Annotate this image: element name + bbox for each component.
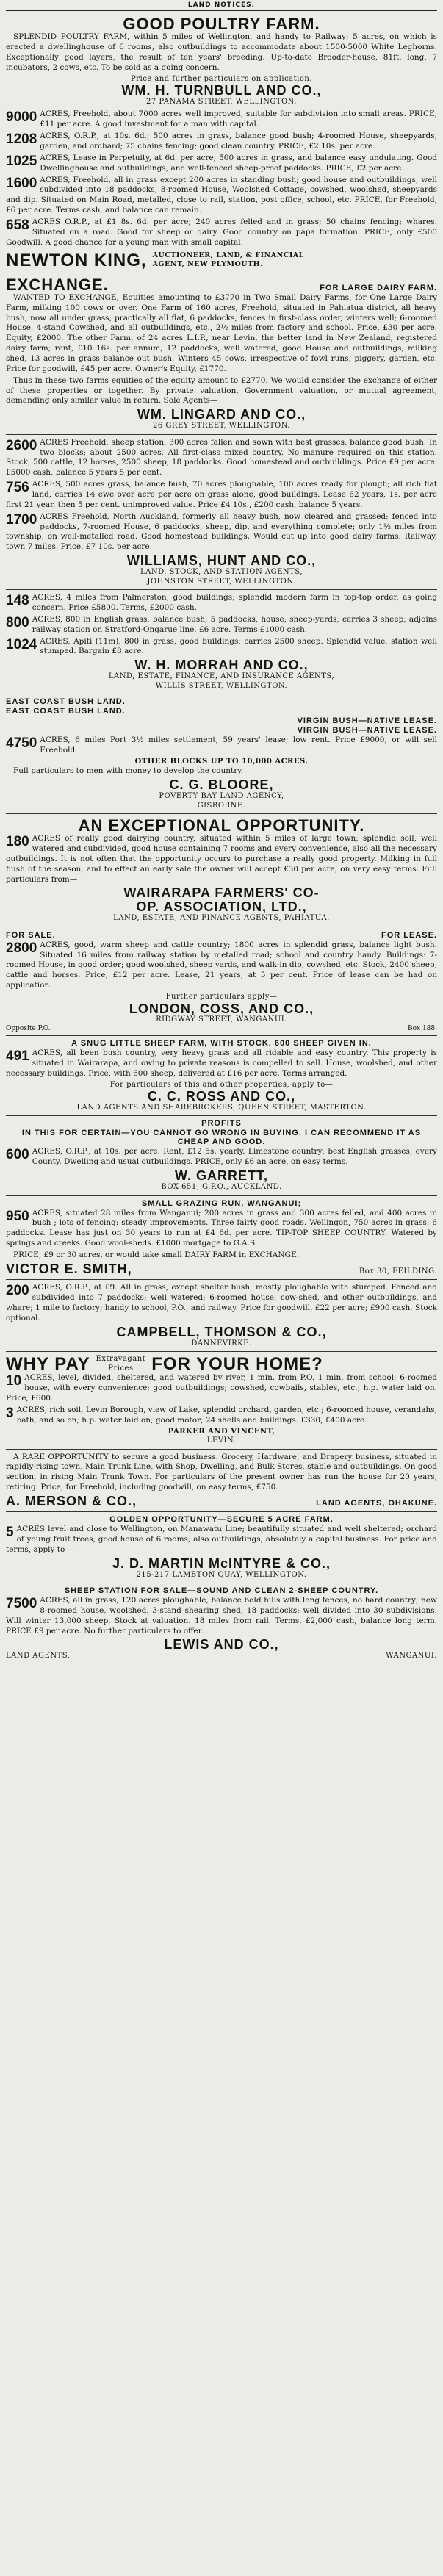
agent-address: GISBORNE. [197, 801, 246, 810]
agent-name: C. G. BLOORE, [169, 777, 274, 793]
divider [6, 1279, 437, 1280]
agent-address: WILLIS STREET, WELLINGTON. [155, 681, 288, 690]
agent-subtitle: LAND, ESTATE, AND FINANCE AGENTS, PAHIATUA. [113, 914, 330, 923]
listing-text: ACRES, O.R.P., at 10s. 6d.; 500 acres in grass, balance good bush; 4-roomed House, sheepyards, garden, and orchard; 75 chains fencing; good clean country. PRICE, £2 10s. per acre. [40, 132, 437, 151]
agent-name: NEWTON KING, [6, 250, 147, 270]
listing-text: ACRES, Apiti (11m), 800 in grass, good buildings; carries 2500 sheep. Splendid value, station well stumped. Bargain £8 acre. [40, 636, 437, 656]
divider [6, 1511, 437, 1512]
agent-name: LEWIS AND CO., [164, 1637, 279, 1652]
agent-name: A. MERSON & CO., [6, 1494, 137, 1509]
listing-text: ACRES, 6 miles Port 3½ miles settlement, 59 years' lease; low rent. Price £9000, or will sell Freehold. [40, 735, 437, 755]
ad-note: Further particulars apply— [165, 993, 278, 1001]
ad-heading: VIRGIN BUSH—NATIVE LEASE. [297, 726, 437, 735]
ad-morrah [6, 593, 437, 691]
listing-acres: 2600 [6, 437, 37, 453]
ad-title-middle [96, 1355, 146, 1373]
listing-acres: 7500 [6, 1596, 37, 1612]
agent-address: WANGANUI. [386, 1652, 437, 1661]
agent-name: VICTOR E. SMITH, [6, 1261, 132, 1276]
listing-text: ACRES, rich soil, Levin Borough, view of Lake, splendid orchard, garden, etc.; 6-roomed house, verandahs, bath, and so on; h.p. water laid on; good motor; 24 shells and buildings. £330, £400 acre. [16, 1405, 437, 1425]
listing-text: ACRES, 4 miles from Palmerston; good buildings; splendid modern farm in top-top order, as going concern. Price £5800. Terms, £2000 cash. [32, 593, 437, 612]
agent-name: WM. H. TURNBULL AND CO., [121, 83, 322, 98]
divider [6, 1351, 437, 1352]
ad-heading: VIRGIN BUSH—NATIVE LEASE. [297, 716, 437, 726]
listing-acres: 5 [6, 1525, 14, 1541]
ad-title: SMALL GRAZING RUN, WANGANUI; [141, 1198, 302, 1208]
ad-campbell-thomson [6, 1283, 437, 1348]
agent-row [6, 1262, 437, 1277]
ad-heading: EAST COAST BUSH LAND. [6, 697, 126, 707]
agent-address: 215-217 LAMBTON QUAY, WELLINGTON. [136, 1570, 307, 1579]
divider [6, 10, 437, 11]
listing-acres: 2800 [6, 940, 37, 956]
agent-box: Box 188. [407, 1024, 437, 1032]
listing [6, 1406, 437, 1426]
divider [6, 434, 437, 435]
listing [6, 1525, 437, 1555]
ad-note: Full particulars to men with money to develop the country. [13, 766, 244, 776]
listing-text: ACRES, level, divided, sheltered, and watered by river, 1 min. from P.O. 1 min. from school; 6-roomed house, with every convenience; good outbuildings; cowshed, cowbails, stables, etc.; h.p. water laid on. Price, £600. [6, 1373, 437, 1403]
listing-text: ACRES level and close to Wellington, on Manawatu Line; beautifully situated and well sheltered; orchard of young fruit trees; good house of 6 rooms; also outbuildings; absolutely a capital business. For price and terms, apply to— [6, 1525, 437, 1554]
agent-name: W. H. MORRAH AND CO., [134, 658, 309, 673]
listing [6, 480, 437, 511]
divider [6, 1195, 437, 1196]
ad-title-row [6, 1355, 437, 1373]
listing-text: ACRES, O.R.P., at £9. All in grass, except shelter bush; mostly ploughable with stumped. Fenced and subdivided into 7 paddocks; well watered; 6-roomed house, cow-shed, and other outbuildings, and whare; 1 mile to factory; handy to school, P.O., and railway. Price for goodwill, £22 per acre; £900 cash. Stock optional. [6, 1283, 437, 1323]
agent-address: JOHNSTON STREET, WELLINGTON. [147, 577, 296, 586]
divider [6, 813, 437, 814]
divider [6, 1035, 437, 1036]
agent-name: OP. ASSOCIATION, LTD., [136, 899, 307, 915]
ad-victor-smith [6, 1199, 437, 1277]
ad-title: AN EXCEPTIONAL OPPORTUNITY. [78, 816, 365, 835]
listing-acres: 9000 [6, 109, 37, 126]
agent-subtitle: LAND AGENTS AND SHAREBROKERS, QUEEN STREET, MASTERTON. [76, 1103, 367, 1112]
listing-acres: 600 [6, 1147, 29, 1163]
ad-newton-king [6, 251, 437, 270]
divider [6, 589, 437, 590]
ad-tag: FOR LEASE. [381, 930, 437, 940]
listing-text: ACRES, Freehold, about 7000 acres well improved, suitable for subdivision into small areas. PRICE, £11 per acre. A good investment for a man with capital. [40, 109, 437, 129]
agent-name: C. C. ROSS AND CO., [147, 1089, 296, 1104]
listing-acres: 950 [6, 1208, 29, 1224]
agent-name: J. D. MARTIN McINTYRE & CO., [112, 1555, 331, 1571]
listing [6, 1596, 437, 1636]
listing [6, 1147, 437, 1168]
ad-subheading: OTHER BLOCKS UP TO 10,000 ACRES. [134, 757, 309, 766]
agent-location: Opposite P.O. [6, 1024, 51, 1032]
ad-title: GOLDEN OPPORTUNITY—SECURE 5 ACRE FARM. [109, 1515, 334, 1525]
listing-text: ACRES Freehold, sheep station, 300 acres fallen and sown with best grasses, balance good bush. In two blocks; about 2500 acres. All first-class mixed country. No manure required on this station. Stock, 500 cattle, 12 horses, 2500 sheep, 18 paddocks. Good homestead and outbuildings. Price £9 per acre. £5000 cash, balance 5 years 5 per cent. [6, 437, 437, 478]
ad-note: For particulars of this and other properties, apply to— [109, 1080, 334, 1089]
listing [6, 438, 437, 478]
listing [6, 217, 437, 248]
agent-subtitle: LAND, ESTATE, FINANCE, AND INSURANCE AGENTS, [108, 672, 335, 681]
listing-acres: 1700 [6, 511, 37, 528]
ad-body: WANTED TO EXCHANGE, Equities amounting to £3770 in Two Small Dairy Farms, for One Large Dairy Farm, milking 100 cows or over. One Farm of 160 acres, Freehold, situated in Pahiatua district, all heavy bush, now all under grass, practically all flat, 6 paddocks, fences in first-class order, winters well; 6-roomed House, 4-stand Cowshed, and all outbuildings, etc., 2½ miles from factory and school. Price, £30 per acre. Equity, £2000. The other Farm, of 24 acres L.I.P., near Levin, the better land in New Zealand, registered dairy farm; rent, £10 16s. per annum, 12 paddocks, well watered, good House and outbuildings, milking shed, 13 acres in grass balance out bush. Winters 45 cows, irrespective of fowl runs, piggery, garden, etc. Price for goodwill, £45 per acre. Owner's Equity, £1770. [6, 292, 437, 373]
ad-exchange [6, 276, 437, 431]
agent-address: 27 PANAMA STREET, WELLINGTON. [146, 97, 297, 106]
listing [6, 1209, 437, 1249]
listing-acres: 491 [6, 1048, 29, 1064]
ad-title-row [6, 276, 437, 293]
ad-tags [6, 930, 437, 940]
ad-tag: FOR LARGE DAIRY FARM. [320, 283, 437, 292]
listing-text: ACRES O.R.P., at £1 8s. 6d. per acre; 240 acres felled and in grass; 50 chains fencing; whares. Situated on a road. Good for sheep or dairy. Good country on papa formation. PRICE, only £500 Goodwill. A good chance for a young man with small capital. [6, 217, 437, 247]
ad-body: SPLENDID POULTRY FARM, within 5 miles of Wellington, and handy to Railway; 5 acres, on which is erected a dwellinghouse of 6 rooms, also outbuildings to accommodate about 1500-5000 White Leghorns. Exceptionally good layers, the result of ten years' breeding. Up-to-date Brooder-house, 81ft. long, 7 incubators, 2 cows, etc. To be sold as a going concern. [6, 32, 437, 72]
divider [6, 1449, 437, 1450]
listing [6, 154, 437, 174]
listing [6, 512, 437, 553]
ad-garrett [6, 1119, 437, 1192]
listing [6, 1373, 437, 1404]
ad-intro: IN THIS FOR CERTAIN—YOU CANNOT GO WRONG IN BUYING. I CAN RECOMMEND IT AS CHEAP AND GOOD. [21, 1129, 422, 1147]
ad-poultry-farm [6, 15, 437, 107]
ad-bloore [6, 697, 437, 810]
ad-title: PROFITS [201, 1119, 242, 1129]
ad-tag: FOR SALE. [6, 930, 56, 940]
agent-line: AGENT, NEW PLYMOUTH. [152, 260, 263, 269]
listing-acres: 1600 [6, 175, 37, 191]
listing [6, 1283, 437, 1323]
ad-parker-vincent [6, 1355, 437, 1445]
agent-details [153, 251, 437, 270]
agent-subtitle: LAND AGENTS, [6, 1652, 71, 1661]
ad-price: PRICE, £9 or 30 acres, or would take small DAIRY FARM in EXCHANGE. [13, 1250, 299, 1259]
ad-london-coss [6, 930, 437, 1032]
agent-name: W. GARRETT, [175, 1168, 268, 1184]
listing-text: ACRES, all in grass, 120 acres ploughable, balance bold hills with long fences, no hard country; new 8-roomed house, woolshed, 3-stand shearing shed, 18 paddocks; well divided into 30 subdivisions. Will winter 13,000 sheep. Stock at valuation. 18 miles from rail. Terms, £2,000 cash, balance long term. PRICE £9 per acre. No further particulars to offer. [6, 1596, 437, 1636]
agent-row [6, 1494, 437, 1508]
listing-text: ACRES, Freehold, all in grass except 200 acres in standing bush; good house and outbuildings, well subdivided into 18 paddocks, 8-roomed House, Woolshed Cottage, cowshed, woolshed, sheepyards and dip. Situated on Main Road, metalled, close to rail, station, post office, school, etc. PRICE, for Freehold, £6 per acre. Terms cash, and balance can remain. [6, 175, 437, 215]
ad-wairarapa [6, 817, 437, 924]
listing-text: ACRES, 500 acres grass, balance bush, 70 acres ploughable, 100 acres ready for plough; all rich flat land, carries 14 ewe over acre per acre on grass alone, good buildings. Lease 62 years, 1s. per acre first 21 year, then 5 per cent. unimproved value. Price £4 10s., £200 cash, balance 5 years. [6, 480, 437, 509]
agent-name: CAMPBELL, THOMSON & CO., [116, 1324, 327, 1339]
listing-acres: 180 [6, 834, 29, 850]
listing-acres: 1025 [6, 153, 37, 169]
listing [6, 132, 437, 152]
section-header: LAND NOTICES. [187, 1, 256, 9]
listing [6, 1048, 437, 1079]
agent-name: PARKER AND VINCENT, [168, 1427, 275, 1436]
agent-name: LONDON, COSS, AND CO., [129, 1001, 314, 1016]
ad-title: A SNUG LITTLE SHEEP FARM, WITH STOCK. 600 SHEEP GIVEN IN. [71, 1038, 372, 1048]
listing-acres: 1208 [6, 132, 37, 148]
listing-text: ACRES, good, warm sheep and cattle country; 1800 acres in splendid grass, balance light bush. Situated 16 miles from railway station by metalled road; school and country handy. Buildings: 7-roomed House, in good order; good woolshed, sheep yards, and walk-in dip, cowshed, etc. Stock, 2400 sheep, cattle and horses. Price, £12 per acre. Lease, 21 years, at 5 per cent. Price of lease can be had on application. [6, 940, 437, 990]
ad-turnbull-listings [6, 109, 437, 248]
listing [6, 735, 437, 756]
ad-ross [6, 1039, 437, 1112]
listing-acres: 10 [6, 1373, 22, 1389]
listing-text: ACRES, situated 28 miles from Wanganui; 200 acres in grass and 300 acres felled, and 400 acres in bush ; lots of fencing: steady improvements. Three fairly good roads. Wellingon, 750 acres in grass; 6 paddocks. Lease has just on 30 years to run at £4 6d. per acre. TIP-TOP SHEEP COUNTRY. Watered by springs and creeks. Good wool-sheds. £1000 mortgage to G.A.S. [6, 1208, 437, 1248]
agent-subtitle: POVERTY BAY LAND AGENCY, [159, 792, 284, 801]
agent-name: WAIRARAPA FARMERS' CO- [123, 885, 320, 901]
listing-acres: 756 [6, 480, 29, 496]
listing-acres: 200 [6, 1283, 29, 1299]
listing-text: ACRES, O.R.P., at 10s. per acre. Rent, £12 5s. yearly. Limestone country; best English grasses; every County. Dwelling and usual outbuildings. PRICE, only £6 an acre, on easy terms. [32, 1147, 437, 1167]
listing-acres: 4750 [6, 735, 37, 752]
ad-title: FOR YOUR HOME? [151, 1354, 323, 1375]
ad-williams-hunt [6, 438, 437, 586]
ad-title-word: Prices [108, 1364, 134, 1372]
listing [6, 109, 437, 130]
agent-footer [6, 1652, 437, 1661]
agent-address: 26 GREY STREET, WELLINGTON. [153, 422, 290, 431]
agent-line: AUCTIONEER, LAND, & FINANCIAL [152, 251, 304, 259]
agent-name: WM. LINGARD AND CO., [137, 407, 306, 422]
agent-address: LEVIN. [206, 1436, 237, 1445]
listing [6, 637, 437, 658]
listing-acres: 800 [6, 614, 29, 630]
ad-merson [6, 1453, 437, 1508]
listing-acres: 3 [6, 1405, 14, 1421]
listing-acres: 658 [6, 217, 29, 234]
divider [6, 1115, 437, 1116]
ad-mcintyre [6, 1515, 437, 1580]
agent-name: WILLIAMS, HUNT AND CO., [126, 553, 317, 569]
agent-subtitle: LAND, STOCK, AND STATION AGENTS, [140, 568, 303, 577]
listing-text: ACRES, Lease in Perpetuity, at 6d. per acre; 500 acres in grass, and balance easy undulating. Good Dwellinghouse and outbuildings, and well-fenced sheep-proof paddocks. PRICE, £2 per acre. [40, 153, 437, 173]
listing-acres: 1024 [6, 636, 37, 652]
ad-title: SHEEP STATION FOR SALE—SOUND AND CLEAN 2-SHEEP COUNTRY. [64, 1586, 379, 1596]
listing [6, 615, 437, 636]
listing-text: ACRES, all been bush country, very heavy grass and all ridable and easy country. This property is situated in Wairarapa, and owing to private reasons is compelled to sell. House, woolshed, and other necessary buildings. Price, with 600 sheep, delivered at £16 per acre. Terms arranged. [6, 1048, 437, 1078]
ad-heading: EAST COAST BUSH LAND. [6, 707, 126, 716]
agent-subtitle: LAND AGENTS, OHAKUNE. [316, 1499, 437, 1508]
listing-text: ACRES of really good dairying country, situated within 5 miles of large town; splendid soil, well watered and subdivided, good house containing 7 rooms and every convenience, also all the necessary outbuildings. It is not often that the opportunity occurs to purchase a really good property. Milking in full flush of the season, and to effect an early sale the owner will accept £30 per acre, on very easy terms. Full particulars from— [6, 834, 437, 884]
listing [6, 176, 437, 216]
agent-address: RIDGWAY STREET, WANGANUI. [156, 1015, 287, 1024]
agent-address: DANNEVIRKE. [191, 1339, 252, 1348]
listing-acres: 148 [6, 593, 29, 609]
ad-title-word: Extravagant [96, 1355, 146, 1364]
listing [6, 593, 437, 614]
agent-footer [6, 1025, 437, 1032]
listing-text: ACRES, 800 in English grass, balance bush; 5 paddocks, house, sheep-yards; carries 3 sheep; adjoins railway station on Stratford-Ongarue line. £6 acre. Terms £1000 cash. [32, 614, 437, 634]
ad-title: EXCHANGE. [6, 275, 109, 294]
ad-note: Price and further particulars on application. [130, 74, 313, 83]
ad-body: A RARE OPPORTUNITY to secure a good business. Grocery, Hardware, and Drapery business, situated in rapidly-rising town, Main Trunk Line, with Shop, Dwelling, and Bulk Stores, stable and outbuildings. On good section, in rising Main Trunk Town. For particulars of the present owner has run the house for 20 years, retiring. Price, for Freehold, including goodwill, on easy terms, £750. [6, 1452, 437, 1492]
ad-body: Thus in these two farms equities of the equity amount to £2770. We would consider the exchange of either of these properties or together. By private valuation, Government valuation, or mutual agreement, demanding only similar value in return. Sole Agents— [6, 375, 437, 406]
listing [6, 834, 437, 885]
agent-address: BOX 651, G.P.O., AUCKLAND. [161, 1183, 282, 1192]
agent-address: Box 30, FEILDING. [359, 1267, 437, 1276]
listing [6, 940, 437, 991]
ad-title: GOOD POULTRY FARM. [123, 15, 320, 33]
ad-title: WHY PAY [6, 1354, 90, 1375]
listing-text: ACRES Freehold, North Auckland, formerly all heavy bush, now cleared and grassed; fenced into paddocks, 7-roomed House, 6 paddocks, sheep, dip, and everything complete; only 1½ miles from township, on well-metalled road. Good homestead buildings. Would cut up into good dairy farms. Railway, town 7 miles. Price, £7 10s. per acre. [6, 511, 437, 552]
ad-lewis [6, 1586, 437, 1661]
